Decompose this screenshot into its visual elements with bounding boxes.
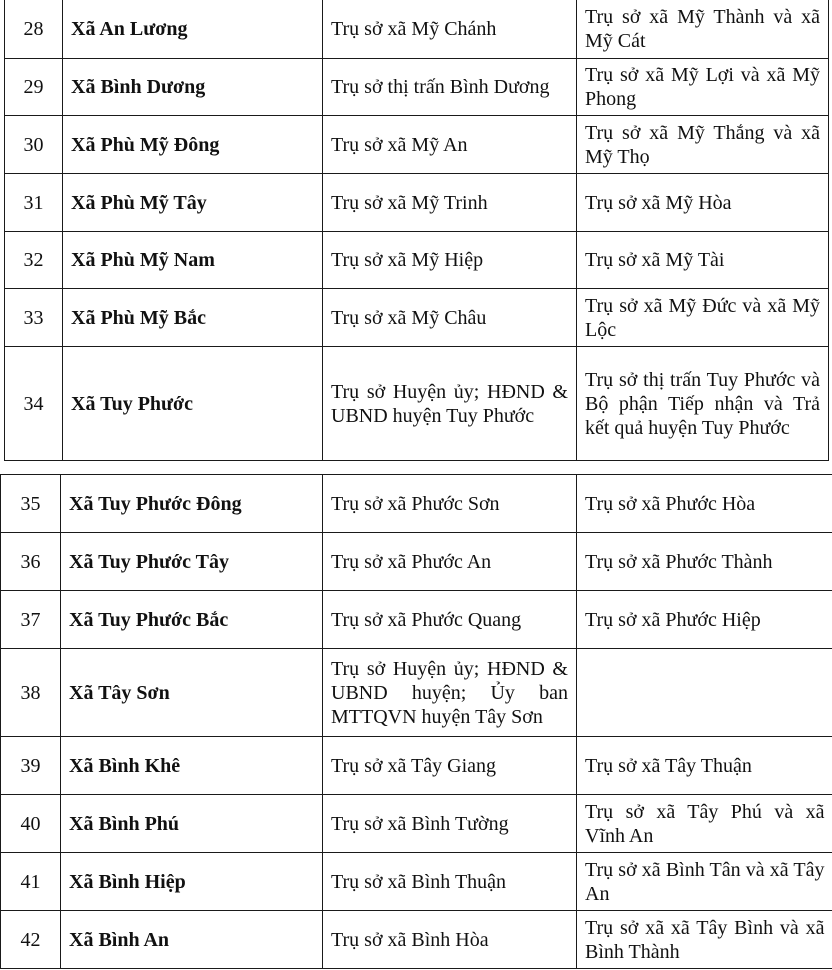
main-headquarters: Trụ sở Huyện ủy; HĐND & UBND huyện; Ủy ban MTTQVN huyện Tây Sơn bbox=[323, 649, 577, 737]
row-number: 34 bbox=[5, 347, 63, 461]
main-headquarters: Trụ sở xã Phước An bbox=[323, 533, 577, 591]
table-row bbox=[5, 59, 829, 116]
secondary-headquarters: Trụ sở xã xã Tây Bình và xã Bình Thành bbox=[577, 911, 832, 969]
row-number: 36 bbox=[1, 533, 61, 591]
main-headquarters: Trụ sở xã Tây Giang bbox=[323, 737, 577, 795]
secondary-headquarters: Trụ sở xã Mỹ Tài bbox=[577, 232, 829, 289]
secondary-headquarters bbox=[577, 649, 832, 737]
commune-name: Xã Bình Khê bbox=[61, 737, 323, 795]
table-row bbox=[1, 475, 832, 533]
main-headquarters: Trụ sở xã Bình Tường bbox=[323, 795, 577, 853]
commune-name: Xã Bình An bbox=[61, 911, 323, 969]
commune-name: Xã Phù Mỹ Bắc bbox=[63, 289, 323, 347]
secondary-headquarters: Trụ sở xã Mỹ Hòa bbox=[577, 174, 829, 232]
secondary-headquarters: Trụ sở xã Phước Hòa bbox=[577, 475, 832, 533]
main-headquarters: Trụ sở xã Mỹ Hiệp bbox=[323, 232, 577, 289]
secondary-headquarters: Trụ sở xã Bình Tân và xã Tây An bbox=[577, 853, 832, 911]
table-row bbox=[5, 116, 829, 174]
main-headquarters: Trụ sở xã Bình Thuận bbox=[323, 853, 577, 911]
commune-name: Xã Bình Hiệp bbox=[61, 853, 323, 911]
table-row bbox=[1, 649, 832, 737]
main-headquarters: Trụ sở thị trấn Bình Dương bbox=[323, 59, 577, 116]
table-row bbox=[5, 174, 829, 232]
table-row bbox=[1, 911, 832, 969]
commune-table-part-1 bbox=[4, 0, 829, 461]
row-number: 29 bbox=[5, 59, 63, 116]
commune-name: Xã Tuy Phước Bắc bbox=[61, 591, 323, 649]
main-headquarters: Trụ sở xã Mỹ Trinh bbox=[323, 174, 577, 232]
commune-name: Xã Tây Sơn bbox=[61, 649, 323, 737]
main-headquarters: Trụ sở xã Mỹ Châu bbox=[323, 289, 577, 347]
table-row bbox=[1, 795, 832, 853]
secondary-headquarters: Trụ sở xã Mỹ Lợi và xã Mỹ Phong bbox=[577, 59, 829, 116]
secondary-headquarters: Trụ sở xã Mỹ Đức và xã Mỹ Lộc bbox=[577, 289, 829, 347]
main-headquarters: Trụ sở xã Mỹ Chánh bbox=[323, 0, 577, 59]
secondary-headquarters: Trụ sở xã Mỹ Thành và xã Mỹ Cát bbox=[577, 0, 829, 59]
main-headquarters: Trụ sở Huyện ủy; HĐND & UBND huyện Tuy Phước bbox=[323, 347, 577, 461]
row-number: 31 bbox=[5, 174, 63, 232]
row-number: 32 bbox=[5, 232, 63, 289]
table-row bbox=[1, 591, 832, 649]
commune-name: Xã Tuy Phước bbox=[63, 347, 323, 461]
commune-name: Xã Tuy Phước Đông bbox=[61, 475, 323, 533]
main-headquarters: Trụ sở xã Bình Hòa bbox=[323, 911, 577, 969]
secondary-headquarters: Trụ sở xã Phước Thành bbox=[577, 533, 832, 591]
secondary-headquarters: Trụ sở xã Tây Thuận bbox=[577, 737, 832, 795]
table-row bbox=[1, 853, 832, 911]
commune-name: Xã An Lương bbox=[63, 0, 323, 59]
table-row bbox=[5, 347, 829, 461]
row-number: 42 bbox=[1, 911, 61, 969]
row-number: 37 bbox=[1, 591, 61, 649]
main-headquarters: Trụ sở xã Mỹ An bbox=[323, 116, 577, 174]
commune-name: Xã Bình Dương bbox=[63, 59, 323, 116]
main-headquarters: Trụ sở xã Phước Quang bbox=[323, 591, 577, 649]
table-row bbox=[5, 289, 829, 347]
commune-name: Xã Phù Mỹ Tây bbox=[63, 174, 323, 232]
secondary-headquarters: Trụ sở thị trấn Tuy Phước và Bộ phận Tiếp nhận và Trả kết quả huyện Tuy Phước bbox=[577, 347, 829, 461]
table-row bbox=[1, 533, 832, 591]
commune-name: Xã Bình Phú bbox=[61, 795, 323, 853]
commune-name: Xã Tuy Phước Tây bbox=[61, 533, 323, 591]
secondary-headquarters: Trụ sở xã Mỹ Thắng và xã Mỹ Thọ bbox=[577, 116, 829, 174]
table-row bbox=[5, 232, 829, 289]
row-number: 39 bbox=[1, 737, 61, 795]
secondary-headquarters: Trụ sở xã Tây Phú và xã Vĩnh An bbox=[577, 795, 832, 853]
row-number: 40 bbox=[1, 795, 61, 853]
row-number: 28 bbox=[5, 0, 63, 59]
main-headquarters: Trụ sở xã Phước Sơn bbox=[323, 475, 577, 533]
row-number: 35 bbox=[1, 475, 61, 533]
row-number: 30 bbox=[5, 116, 63, 174]
row-number: 41 bbox=[1, 853, 61, 911]
secondary-headquarters: Trụ sở xã Phước Hiệp bbox=[577, 591, 832, 649]
commune-table-part-2 bbox=[0, 474, 832, 969]
row-number: 33 bbox=[5, 289, 63, 347]
table-row bbox=[5, 0, 829, 59]
commune-name: Xã Phù Mỹ Đông bbox=[63, 116, 323, 174]
row-number: 38 bbox=[1, 649, 61, 737]
commune-name: Xã Phù Mỹ Nam bbox=[63, 232, 323, 289]
table-row bbox=[1, 737, 832, 795]
